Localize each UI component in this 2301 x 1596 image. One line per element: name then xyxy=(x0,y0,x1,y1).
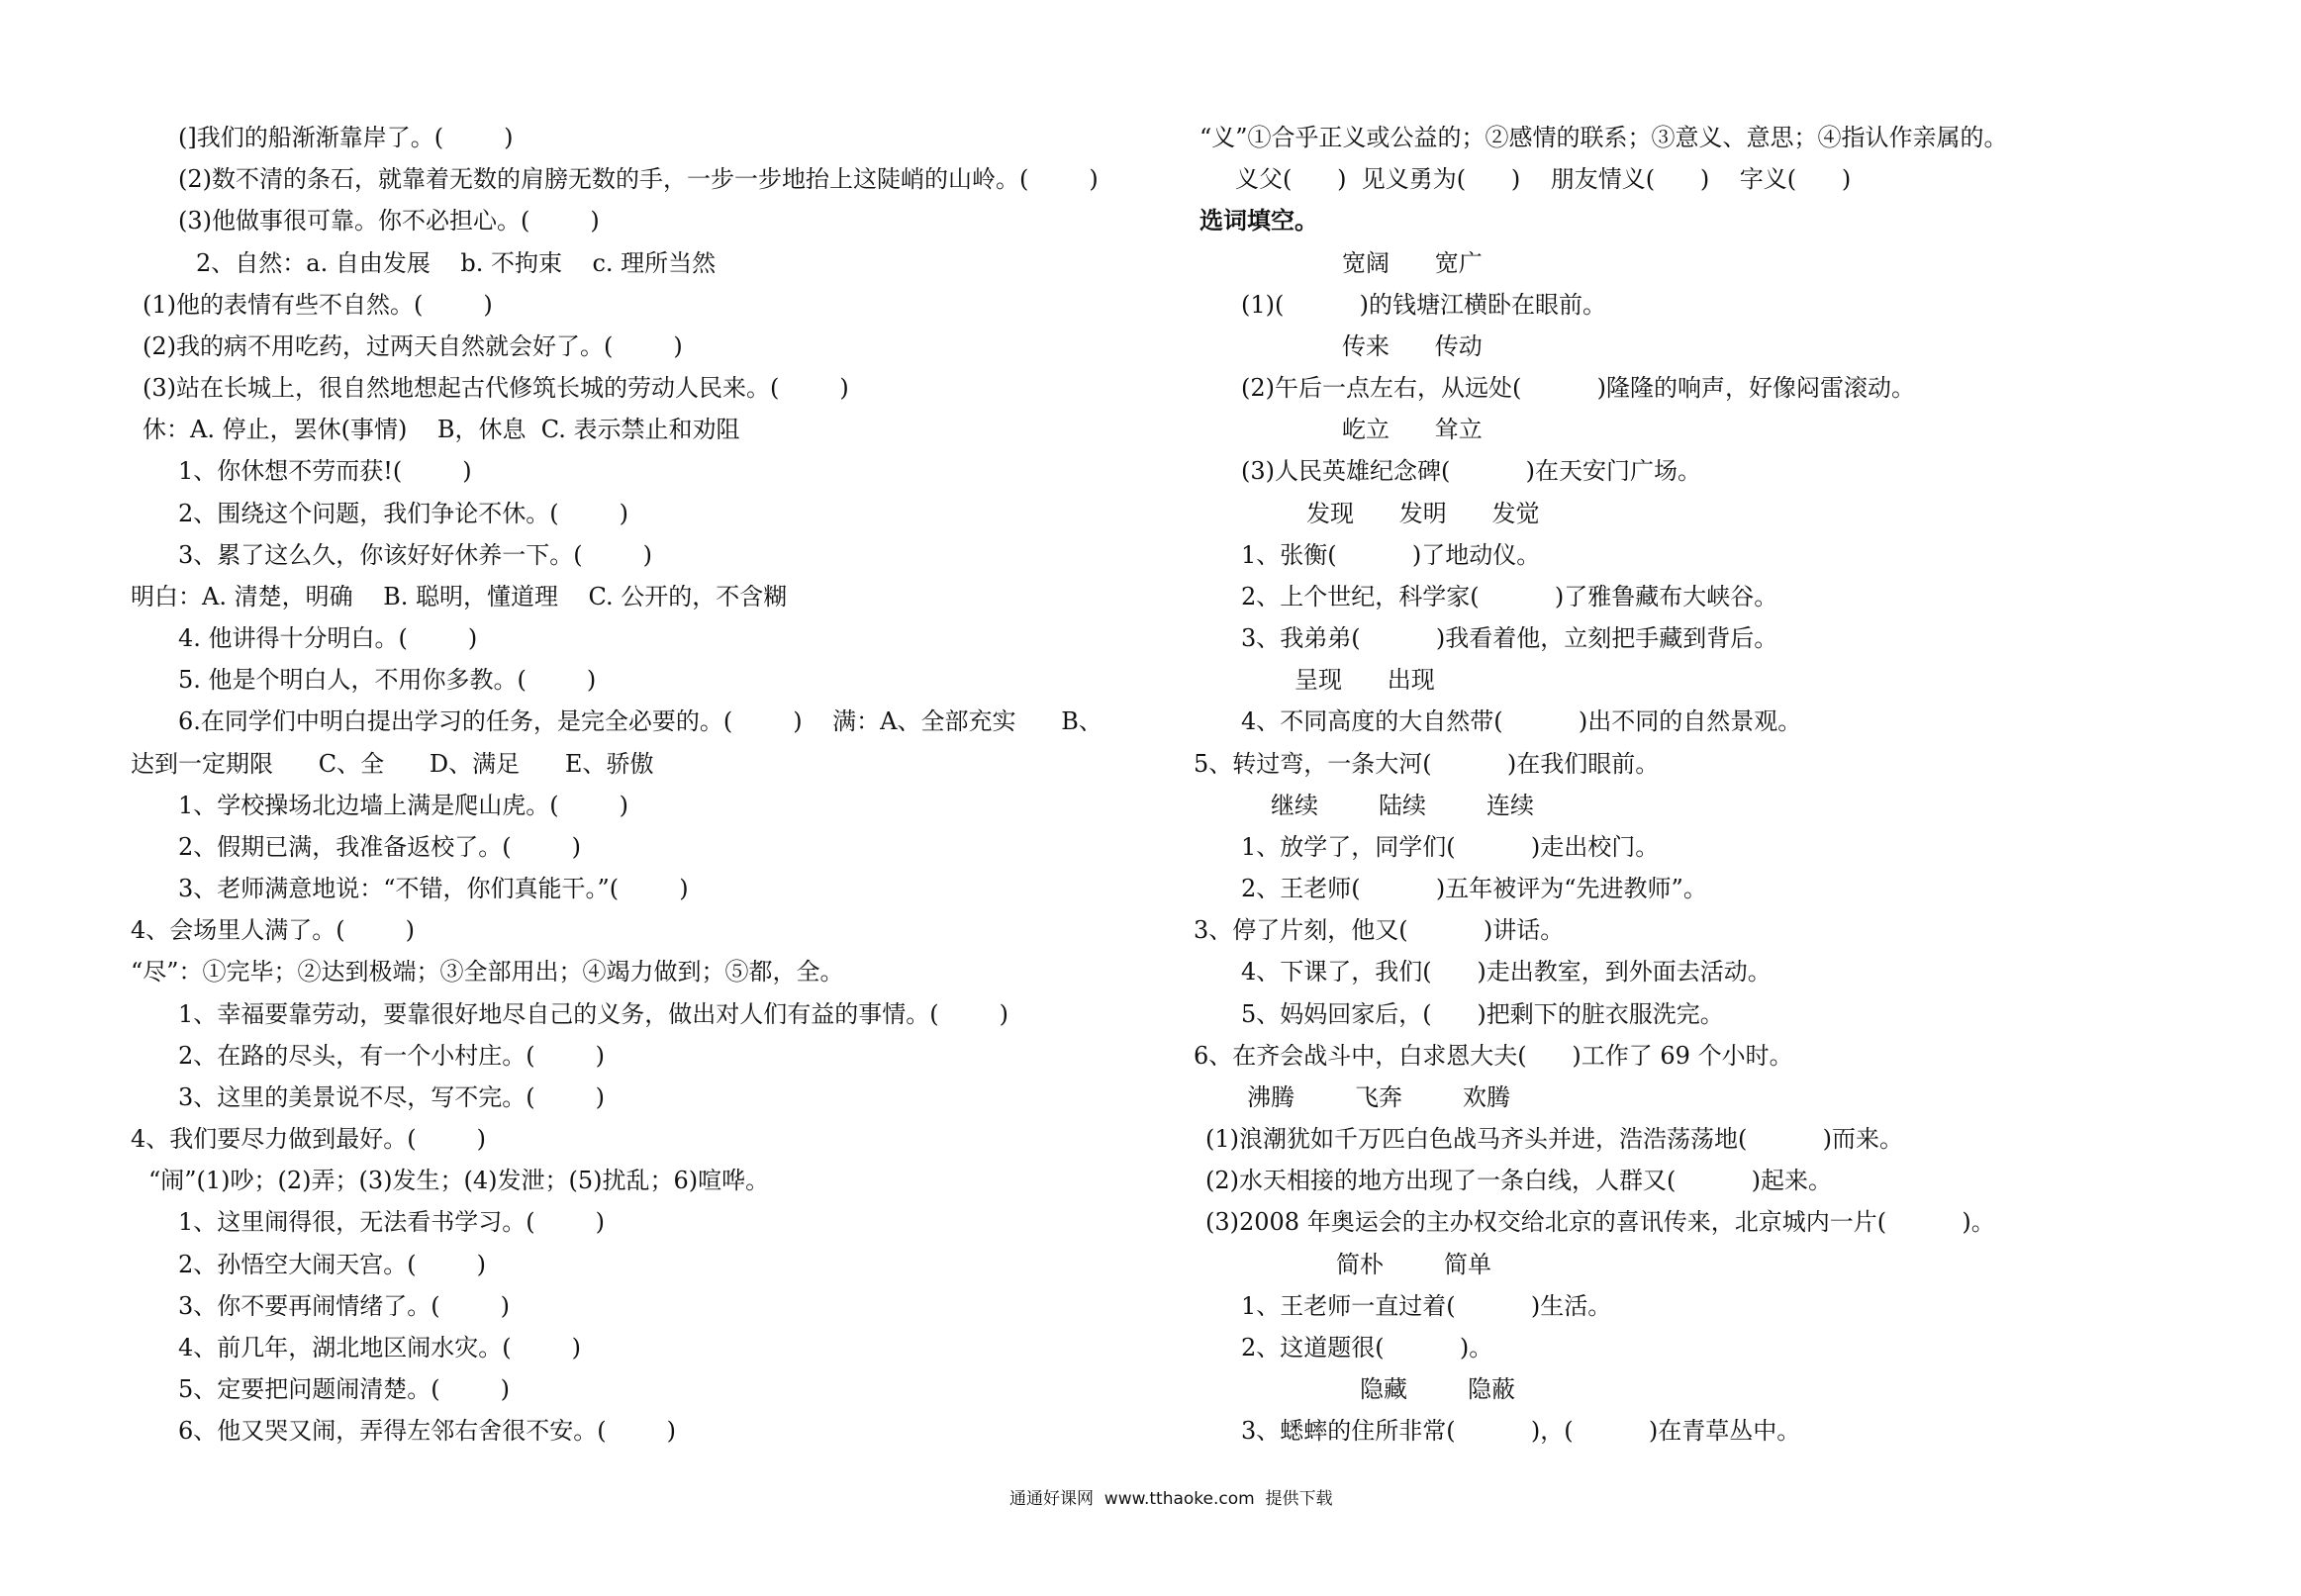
word-choice-line: 继续 陆续 连续 xyxy=(1271,792,1535,819)
left-line: 1、这里闹得很，无法看书学习。( ) xyxy=(178,1208,606,1236)
word-choice-line: 隐藏 隐蔽 xyxy=(1360,1375,1516,1403)
right-line: (2)午后一点左右，从远处( )隆隆的响声，好像闷雷滚动。 xyxy=(1241,374,1916,402)
right-line: 5、妈妈回家后，( )把剩下的脏衣服洗完。 xyxy=(1241,1000,1724,1028)
word-choice-line: 传来 传动 xyxy=(1342,332,1483,360)
left-line: 2、在路的尽头，有一个小村庄。( ) xyxy=(178,1042,606,1070)
left-line: 4、我们要尽力做到最好。( ) xyxy=(131,1125,487,1153)
right-line: 5、转过弯，一条大河( )在我们眼前。 xyxy=(1194,750,1660,778)
left-line: 5、定要把问题闹清楚。( ) xyxy=(178,1375,511,1403)
left-line: “闹”(1)吵；(2)弄；(3)发生；(4)发泄；(5)扰乱；6)喧哗。 xyxy=(148,1167,770,1194)
left-line: (1)他的表情有些不自然。( ) xyxy=(143,291,493,319)
left-line: 2、自然：a. 自由发展 b. 不拘束 c. 理所当然 xyxy=(196,249,717,277)
right-line: (2)水天相接的地方出现了一条白线，人群又( )起来。 xyxy=(1205,1167,1833,1194)
left-line: (2)我的病不用吃药，过两天自然就会好了。( ) xyxy=(143,332,683,360)
word-choice-line: 简朴 简单 xyxy=(1336,1251,1492,1278)
right-line: 4、下课了，我们( )走出教室，到外面去活动。 xyxy=(1241,958,1772,986)
left-line: 3、累了这么久，你该好好休养一下。( ) xyxy=(178,541,653,569)
left-line: 2、孙悟空大闹天宫。( ) xyxy=(178,1251,487,1278)
left-line: 2、围绕这个问题，我们争论不休。( ) xyxy=(178,500,629,527)
right-line: 1、王老师一直过着( )生活。 xyxy=(1241,1292,1612,1320)
word-choice-line: 呈现 出现 xyxy=(1294,666,1435,694)
right-line: 6、在齐会战斗中，白求恩大夫( )工作了 69 个小时。 xyxy=(1194,1042,1793,1070)
left-line: 6.在同学们中明白提出学习的任务，是完全必要的。( ) 满：A、全部充实 B、 xyxy=(178,707,1103,735)
word-choice-line: 沸腾 飞奔 欢腾 xyxy=(1247,1083,1511,1111)
left-line: 明白：A. 清楚，明确 B. 聪明，懂道理 C. 公开的，不含糊 xyxy=(131,583,788,610)
right-line: (1)( )的钱塘江横卧在眼前。 xyxy=(1241,291,1607,319)
left-line: 4. 他讲得十分明白。( ) xyxy=(178,624,478,652)
left-line: (3)站在长城上，很自然地想起古代修筑长城的劳动人民来。( ) xyxy=(143,374,849,402)
left-line: “尽”：①完毕；②达到极端；③全部用出；④竭力做到；⑤都，全。 xyxy=(131,958,844,986)
right-line: 义父( ) 见义勇为( ) 朋友情义( ) 字义( ) xyxy=(1235,165,1852,193)
left-line: 2、假期已满，我准备返校了。( ) xyxy=(178,833,582,861)
right-line: “义”①合乎正义或公益的；②感情的联系；③意义、意思；④指认作亲属的。 xyxy=(1199,124,2008,151)
right-line: 3、我弟弟( )我看着他，立刻把手藏到背后。 xyxy=(1241,624,1778,652)
footer-credit: 通通好课网 www.tthaoke.com 提供下载 xyxy=(1009,1489,1333,1509)
right-line: 3、蟋蟀的住所非常( )，( )在青草丛中。 xyxy=(1241,1417,1801,1445)
left-line: 5. 他是个明白人，不用你多教。( ) xyxy=(178,666,597,694)
word-choice-line: 发现 发明 发觉 xyxy=(1306,500,1540,527)
word-choice-line: 宽阔 宽广 xyxy=(1342,249,1483,277)
left-line: 4、会场里人满了。( ) xyxy=(131,916,416,944)
left-line: 3、你不要再闹情绪了。( ) xyxy=(178,1292,511,1320)
right-line: 4、不同高度的大自然带( )出不同的自然景观。 xyxy=(1241,707,1802,735)
right-line: (3)2008 年奥运会的主办权交给北京的喜讯传来，北京城内一片( )。 xyxy=(1205,1208,1995,1236)
right-line: 2、上个世纪，科学家( )了雅鲁藏布大峡谷。 xyxy=(1241,583,1778,610)
left-line: 4、前几年，湖北地区闹水灾。( ) xyxy=(178,1334,582,1361)
left-line: 达到一定期限 C、全 D、满足 E、骄傲 xyxy=(131,750,654,778)
left-line: (]我们的船渐渐靠岸了。( ) xyxy=(178,124,514,151)
section-title: 选词填空。 xyxy=(1199,206,1318,235)
left-line: 3、这里的美景说不尽，写不完。( ) xyxy=(178,1083,606,1111)
left-line: 1、幸福要靠劳动，要靠很好地尽自己的义务，做出对人们有益的事情。( ) xyxy=(178,1000,1009,1028)
left-line: 6、他又哭又闹，弄得左邻右舍很不安。( ) xyxy=(178,1417,677,1445)
left-line: 1、你休想不劳而获!( ) xyxy=(178,457,472,485)
word-choice-line: 屹立 耸立 xyxy=(1342,416,1483,443)
left-line: 3、老师满意地说：“不错，你们真能干。”( ) xyxy=(178,875,689,902)
right-line: (3)人民英雄纪念碑( )在天安门广场。 xyxy=(1241,457,1702,485)
right-line: 2、这道题很( )。 xyxy=(1241,1334,1493,1361)
right-line: 1、放学了，同学们( )走出校门。 xyxy=(1241,833,1660,861)
right-line: (1)浪潮犹如千万匹白色战马齐头并进，浩浩荡荡地( )而来。 xyxy=(1205,1125,1904,1153)
left-line: 1、学校操场北边墙上满是爬山虎。( ) xyxy=(178,792,629,819)
right-line: 3、停了片刻，他又( )讲话。 xyxy=(1194,916,1565,944)
left-line: (3)他做事很可靠。你不必担心。( ) xyxy=(178,207,600,235)
left-line: 休：A. 停止，罢休(事情) B，休息 C. 表示禁止和劝阻 xyxy=(143,416,740,443)
right-line: 2、王老师( )五年被评为“先进教师”。 xyxy=(1241,875,1707,902)
right-line: 1、张衡( )了地动仪。 xyxy=(1241,541,1541,569)
left-line: (2)数不清的条石，就靠着无数的肩膀无数的手，一步一步地抬上这陡峭的山岭。( ) xyxy=(178,165,1099,193)
